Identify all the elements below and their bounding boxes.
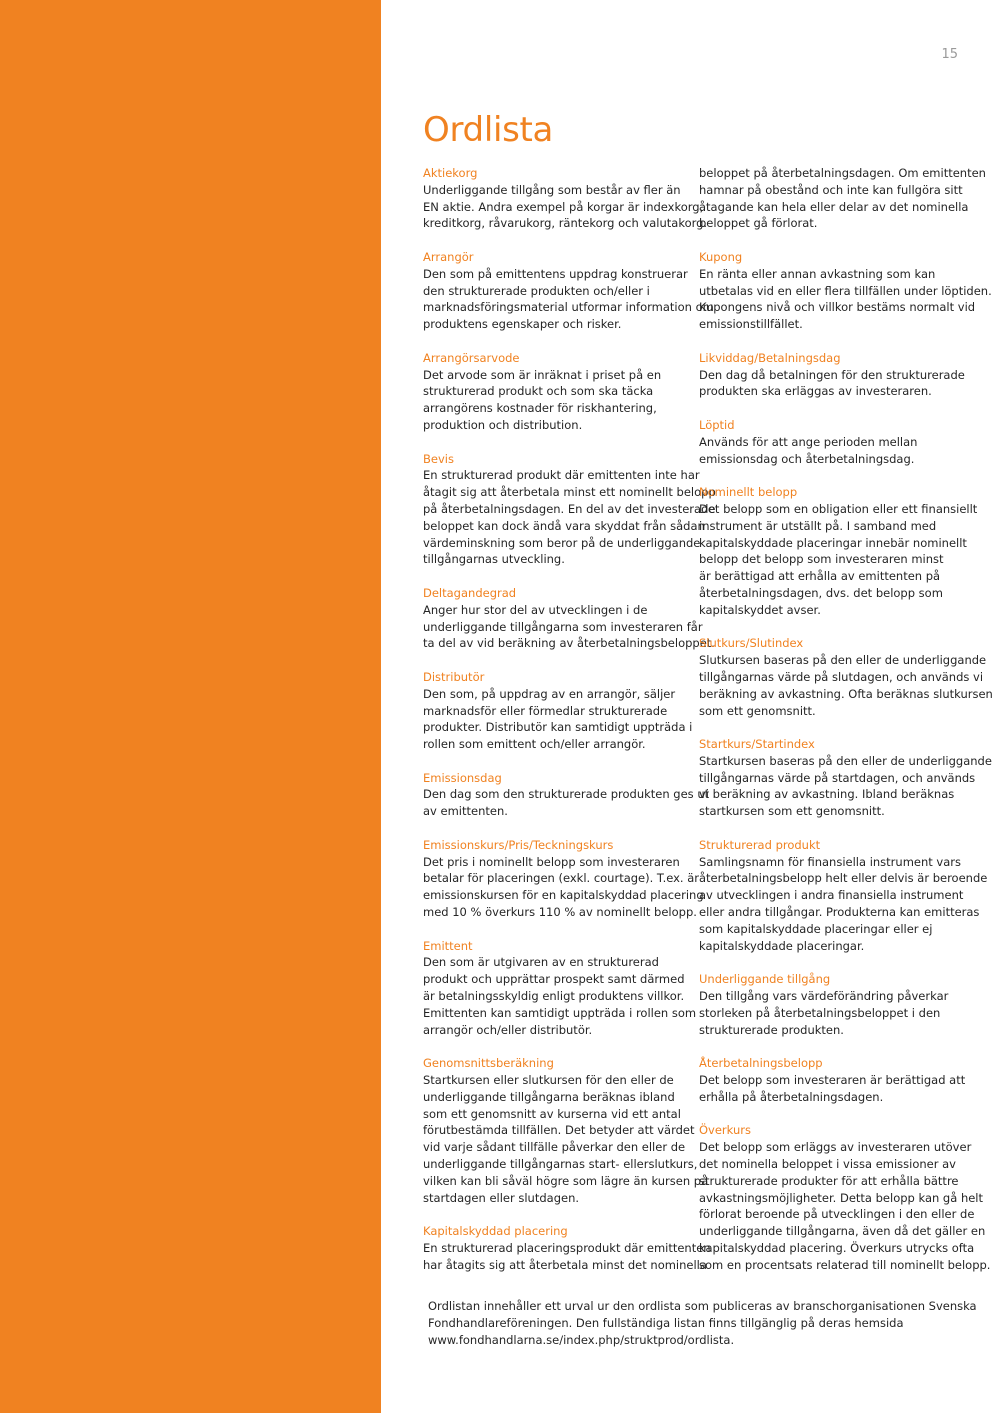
definition-line: tillgångarnas värde på startdagen, och används: [699, 770, 976, 785]
glossary-definition: [699, 434, 954, 468]
definition-line: underliggande tillgångarna beräknas ibland: [423, 1089, 675, 1104]
glossary-entry: [699, 837, 988, 955]
definition-line: som ett genomsnitt av kurserna vid ett antal: [423, 1106, 681, 1121]
glossary-term: Kupong: [699, 249, 743, 264]
definition-line: har åtagits sig att återbetala minst det nominella: [423, 1257, 707, 1272]
definition-line: kapitalskyddad placering. Överkurs utrycks ofta: [699, 1241, 975, 1255]
definition-line: En strukturerad produkt där emittenten inte har: [423, 468, 700, 483]
definition-line: arrangörens kostnader för riskhantering,: [423, 401, 657, 416]
glossary-definition: [699, 854, 988, 955]
definition-line: hamnar på obestånd och inte kan fullgöra sitt: [699, 182, 963, 197]
definition-line: strukturerade produkter för att erhålla bättre: [699, 1173, 959, 1188]
definition-line: Emittenten kan samtidigt uppträda i rollen som: [423, 1005, 697, 1020]
definition-line: förlorat beroende på utvecklingen i den eller de: [699, 1207, 975, 1222]
definition-line: Det belopp som erläggs av investeraren utöver: [699, 1140, 972, 1155]
glossary-term: Bevis: [423, 451, 454, 466]
definition-line: produkten ska erläggas av investeraren.: [699, 384, 932, 399]
glossary-entry: [423, 249, 714, 333]
definition-line: återbetalningsdagen, dvs. det belopp som: [699, 585, 943, 600]
definition-line: Det pris i nominellt belopp som investeraren: [423, 854, 680, 869]
glossary-entry: [423, 837, 704, 921]
definition-line: Den dag då betalningen för den strukturerade: [699, 367, 965, 382]
definition-line: beloppet på återbetalningsdagen. Om emittenten: [699, 166, 986, 180]
definition-line: Den som är utgivaren av en strukturerad: [423, 955, 659, 970]
definition-line: på återbetalningsdagen. En del av det investerade: [423, 501, 716, 516]
definition-line: som kapitalskyddade placeringar eller ej: [699, 921, 933, 936]
glossary-column-left: [423, 165, 716, 1274]
definition-line: Anger hur stor del av utvecklingen i de: [423, 602, 648, 617]
definition-line: Slutkursen baseras på den eller de underliggande: [699, 653, 987, 668]
glossary-entry: [423, 770, 710, 820]
footnote-line: Fondhandlareföreningen. Den fullständiga listan finns tillgänglig på deras hemsida: [428, 1316, 904, 1330]
glossary-term: Arrangörsarvode: [423, 350, 520, 365]
definition-line: som en procentsats relaterad till nominellt belopp.: [699, 1257, 991, 1272]
definition-line: åtagit sig att återbetala minst ett nominellt belopp: [423, 485, 716, 500]
glossary-entry: [699, 971, 954, 1038]
glossary-entry: [423, 165, 708, 232]
glossary-entry: [699, 736, 992, 820]
definition-line: vilken kan bli såväl högre som lägre än kursen på: [423, 1173, 709, 1188]
definition-line: avkastningsmöjligheter. Detta belopp kan gå helt: [699, 1190, 984, 1205]
glossary-definition: [699, 1072, 966, 1106]
definition-line: strukturerad produkt och som ska täcka: [423, 384, 654, 399]
definition-line: emissionstillfället.: [699, 317, 803, 332]
definition-line: underliggande tillgångarna som investeraren får: [423, 619, 703, 634]
orange-side-panel: [0, 0, 381, 1413]
glossary-term: Arrangör: [423, 249, 474, 264]
definition-line: Startkursen eller slutkursen för den eller de: [423, 1073, 674, 1088]
glossary-term: Distributör: [423, 669, 485, 684]
definition-line: vi beräkning av avkastning. Ibland beräknas: [699, 787, 955, 802]
glossary-term: Aktiekorg: [423, 166, 478, 180]
definition-line: Används för att ange perioden mellan: [699, 434, 918, 449]
definition-line: av emittenten.: [423, 804, 508, 819]
glossary-term: Underliggande tillgång: [699, 972, 831, 987]
glossary-term: Emissionsdag: [423, 770, 502, 785]
definition-line: den strukturerade produkten och/eller i: [423, 283, 650, 298]
definition-line: En strukturerad placeringsprodukt där emittenten: [423, 1241, 711, 1255]
glossary-definition: [423, 954, 697, 1038]
footnote-line: www.fondhandlarna.se/index.php/struktprod/ordlista.: [428, 1333, 735, 1347]
page-number: 15: [941, 47, 958, 62]
definition-line: kapitalskyddade placeringar.: [699, 938, 865, 953]
glossary-entry: [423, 1223, 711, 1273]
glossary-entry: [699, 484, 978, 618]
definition-line: beloppet gå förlorat.: [699, 216, 818, 231]
definition-line: instrument är utställt på. I samband med: [699, 518, 937, 533]
glossary-entry: [423, 585, 715, 652]
definition-line: beloppet kan dock ändå vara skyddat från sådan: [423, 518, 705, 533]
glossary-term: Slutkurs/Slutindex: [699, 636, 804, 651]
definition-line: ta del av vid beräkning av återbetalningsbeloppet.: [423, 636, 715, 651]
glossary-term: Löptid: [699, 417, 735, 432]
definition-line: är berättigad att erhålla av emittenten på: [699, 569, 941, 584]
definition-line: startkursen som ett genomsnitt.: [699, 804, 885, 819]
definition-line: storleken på återbetalningsbeloppet i den: [699, 1005, 941, 1020]
glossary-definition: [423, 1072, 709, 1206]
definition-line: underliggande tillgångarnas start- ellerslutkurs,: [423, 1157, 698, 1172]
glossary-term: Startkurs/Startindex: [699, 737, 815, 752]
glossary-term: Nominellt belopp: [699, 485, 798, 500]
glossary-term: Likviddag/Betalningsdag: [699, 350, 841, 365]
glossary-entry: [699, 1122, 991, 1273]
definition-line: startdagen eller slutdagen.: [423, 1190, 580, 1205]
glossary-term: Deltagandegrad: [423, 585, 517, 600]
definition-line: beräkning av avkastning. Ofta beräknas slutkursen: [699, 686, 993, 701]
definition-line: marknadsföringsmaterial utformar information om: [423, 300, 714, 315]
definition-line: Startkursen baseras på den eller de underliggande: [699, 753, 992, 768]
definition-line: erhålla på återbetalningsdagen.: [699, 1089, 884, 1104]
definition-line: arrangör och/eller distributör.: [423, 1022, 593, 1037]
glossary-entry: [423, 669, 693, 753]
definition-line: Den tillgång vars värdeförändring påverkar: [699, 989, 949, 1004]
glossary-entry: [423, 1055, 709, 1206]
glossary-definition: [423, 686, 693, 753]
definition-line: kapitalskyddet avser.: [699, 602, 821, 617]
definition-line: förutbestämda tillfällen. Det betyder att värdet: [423, 1123, 695, 1138]
definition-line: produktion och distribution.: [423, 417, 583, 432]
glossary-definition: [423, 602, 715, 652]
definition-line: En ränta eller annan avkastning som kan: [699, 266, 936, 281]
glossary-term: Överkurs: [699, 1123, 751, 1138]
glossary-definition: [699, 1139, 991, 1273]
definition-line: eller andra tillgångar. Produkterna kan emitteras: [699, 905, 980, 920]
glossary-entry: [699, 417, 954, 467]
definition-line: strukturerade produkten.: [699, 1022, 844, 1037]
definition-line: Den som, på uppdrag av en arrangör, säljer: [423, 686, 676, 701]
definition-line: tillgångarnas utveckling.: [423, 552, 565, 567]
glossary-term: Återbetalningsbelopp: [699, 1056, 823, 1071]
definition-line: belopp det belopp som investeraren minst: [699, 552, 944, 567]
definition-line: kreditkorg, råvarukorg, räntekorg och valutakorg.: [423, 216, 708, 231]
definition-line: Det belopp som investeraren är berättigad att: [699, 1073, 966, 1088]
definition-line: betalar för placeringen (exkl. courtage). T.ex. är: [423, 871, 700, 886]
definition-line: produktens egenskaper och risker.: [423, 317, 622, 332]
definition-line: Den dag som den strukturerade produkten ges ut: [423, 787, 710, 802]
glossary-definition: [699, 652, 993, 719]
definition-line: är betalningsskyldig enligt produktens villkor.: [423, 989, 685, 1004]
glossary-definition: [699, 367, 965, 401]
glossary-definition: [699, 266, 992, 333]
glossary-term: Strukturerad produkt: [699, 837, 821, 852]
glossary-column-right: [699, 165, 993, 1274]
definition-line: åtagande kan hela eller delar av det nominella: [699, 199, 969, 214]
definition-line: emissionskursen för en kapitalskyddad placering: [423, 888, 704, 903]
glossary-entry: [699, 350, 965, 400]
definition-line: det nominella beloppet i vissa emissioner av: [699, 1157, 956, 1172]
glossary-definition: [699, 753, 992, 820]
definition-line: Samlingsnamn för finansiella instrument vars: [699, 854, 961, 869]
glossary-definition: [423, 1240, 711, 1274]
glossary-definition: [423, 182, 708, 232]
page-title: Ordlista: [423, 110, 554, 150]
glossary-definition: [423, 266, 714, 333]
glossary-definition: [699, 501, 978, 619]
definition-line: Kupongens nivå och villkor bestäms normalt vid: [699, 300, 976, 315]
definition-line: vid varje sådant tillfälle påverkar den eller de: [423, 1140, 686, 1155]
glossary-entry: [699, 1055, 966, 1105]
glossary-term: Genomsnittsberäkning: [423, 1056, 554, 1071]
definition-line: som ett genomsnitt.: [699, 703, 816, 718]
glossary-entry: [423, 350, 685, 434]
glossary-definition: [423, 367, 685, 434]
glossary-definition: [423, 786, 710, 820]
definition-line: rollen som emittent och/eller arrangör.: [423, 737, 646, 752]
glossary-term: Kapitalskyddad placering: [423, 1224, 568, 1239]
definition-line: produkter. Distributör kan samtidigt uppträda i: [423, 720, 693, 735]
definition-line: kapitalskyddade placeringar innebär nominellt: [699, 535, 967, 550]
definition-line: återbetalningsbelopp helt eller delvis är beroende: [699, 871, 988, 886]
glossary-definition: [699, 165, 986, 232]
definition-line: Underliggande tillgång som består av fler än: [423, 182, 681, 197]
glossary-entry: [699, 635, 993, 719]
definition-line: emissionsdag och återbetalningsdag.: [699, 451, 915, 466]
glossary-entry: [423, 938, 697, 1039]
glossary-entry: [699, 165, 986, 232]
footnote-line: Ordlistan innehåller ett urval ur den ordlista som publiceras av branschorganisationen Svenska: [428, 1299, 977, 1313]
definition-line: underliggande tillgångarna, även då det gäller en: [699, 1224, 986, 1239]
definition-line: produkt och upprättar prospekt samt därmed: [423, 972, 685, 987]
definition-line: värdeminskning som beror på de underliggande: [423, 535, 701, 550]
definition-line: Den som på emittentens uppdrag konstruerar: [423, 266, 688, 281]
definition-line: Det belopp som en obligation eller ett finansiellt: [699, 501, 978, 516]
glossary-entry: [699, 249, 992, 333]
definition-line: EN aktie. Andra exempel på korgar är indexkorg,: [423, 199, 704, 214]
glossary-entry: [423, 451, 716, 569]
definition-line: av utvecklingen i andra finansiella instrument: [699, 888, 964, 903]
glossary-definition: [423, 467, 716, 568]
definition-line: tillgångarnas värde på slutdagen, och används vi: [699, 669, 984, 684]
definition-line: med 10 % överkurs 110 % av nominellt belopp.: [423, 905, 697, 920]
glossary-definition: [423, 854, 704, 921]
definition-line: utbetalas vid en eller flera tillfällen under löptiden.: [699, 283, 992, 298]
definition-line: Det arvode som är inräknat i priset på en: [423, 367, 662, 382]
glossary-definition: [699, 988, 954, 1038]
glossary-term: Emissionskurs/Pris/Teckningskurs: [423, 837, 614, 852]
definition-line: marknadsför eller förmedlar strukturerade: [423, 703, 668, 718]
glossary-term: Emittent: [423, 938, 473, 953]
footnote: [428, 1298, 977, 1349]
